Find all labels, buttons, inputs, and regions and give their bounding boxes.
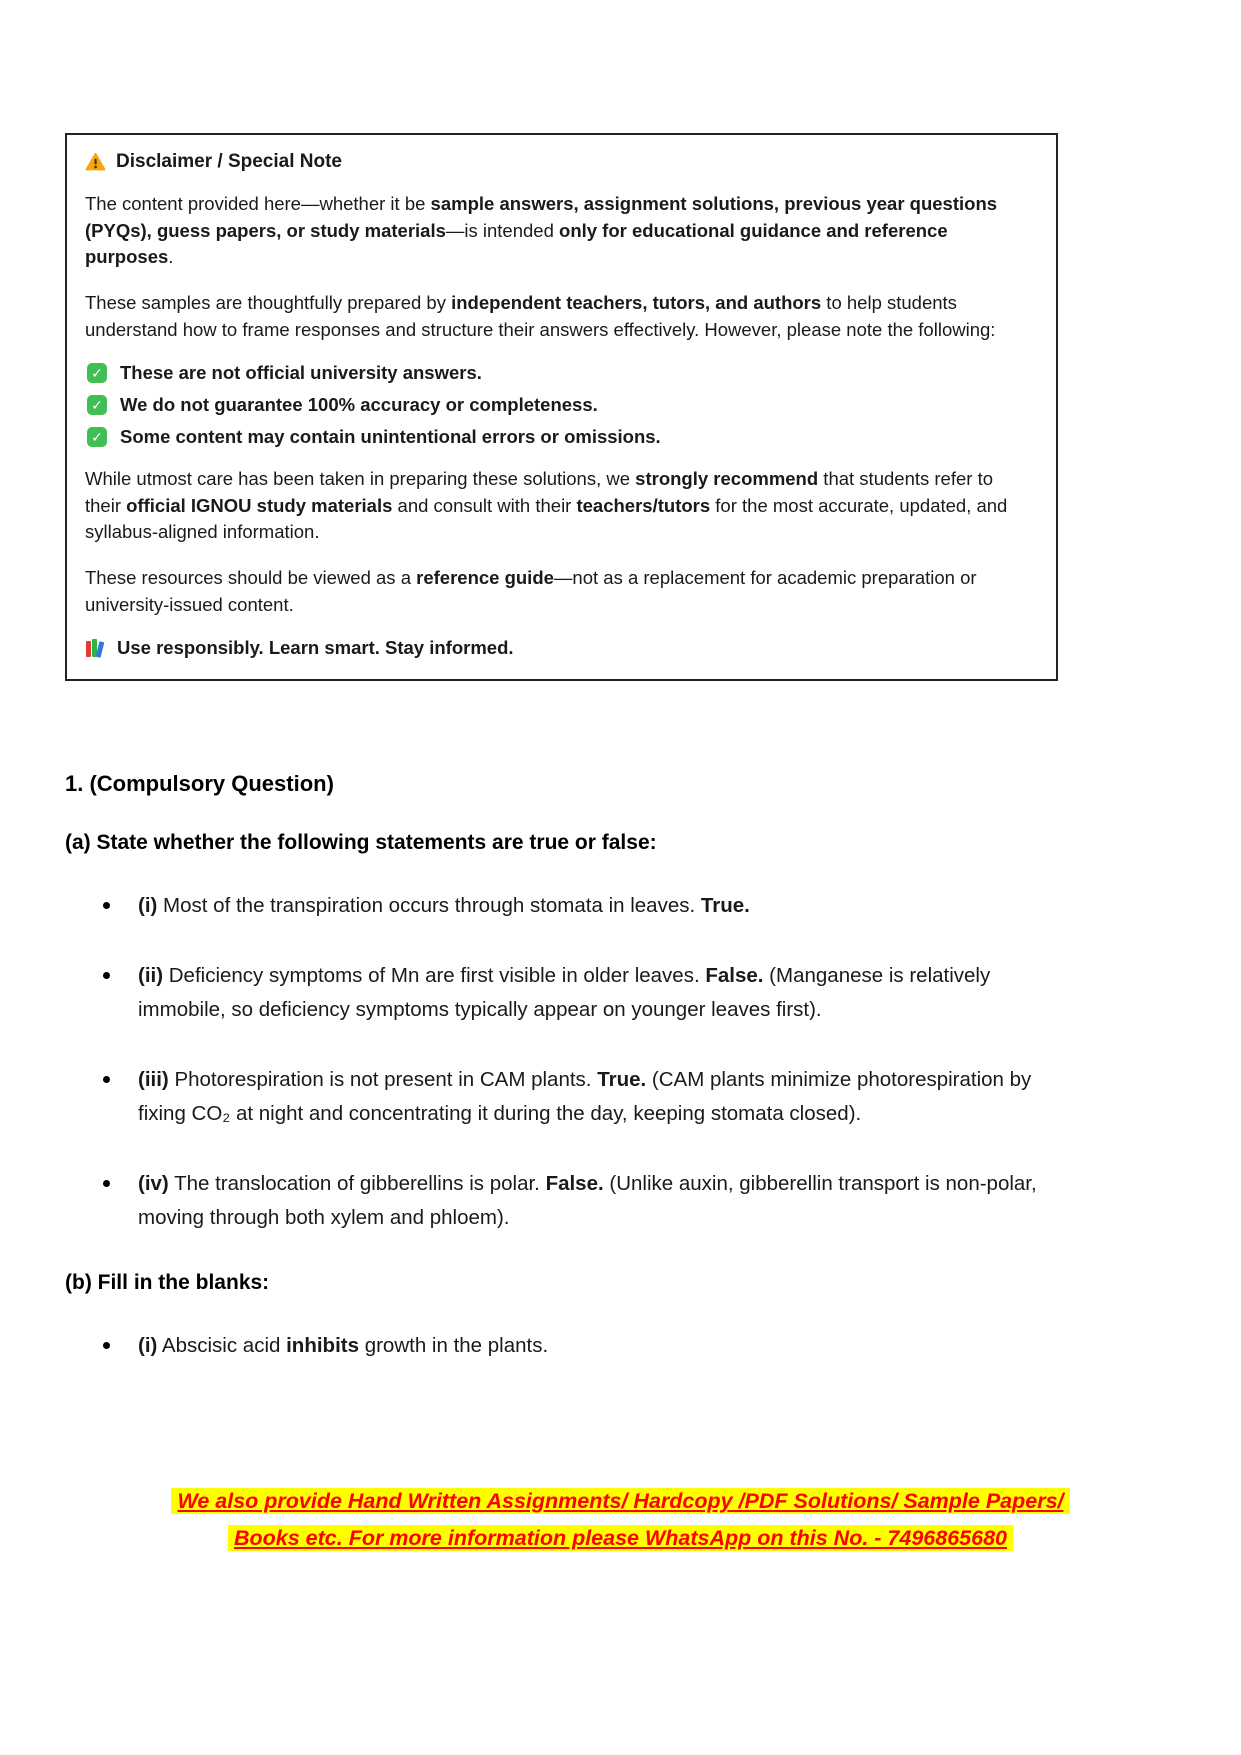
green-check-icon: ✓ bbox=[87, 395, 107, 415]
green-check-icon: ✓ bbox=[87, 363, 107, 383]
checklist-item bbox=[87, 394, 1032, 416]
part-a-list bbox=[65, 889, 1176, 1235]
checklist-item-label: We do not guarantee 100% accuracy or completeness. bbox=[120, 394, 598, 416]
checklist-item-label: These are not official university answers. bbox=[120, 362, 482, 384]
disclaimer-checklist bbox=[87, 362, 1032, 448]
part-a-heading: (a) State whether the following statements are true or false: bbox=[65, 831, 657, 855]
promo-line bbox=[0, 1520, 1241, 1557]
promo-line-text: Books etc. For more information please WhatsApp on this No. - 7496865680 bbox=[228, 1525, 1013, 1551]
books-icon bbox=[85, 638, 107, 658]
promo-line bbox=[0, 1483, 1241, 1520]
list-item bbox=[65, 889, 1176, 923]
list-item bbox=[65, 1329, 1176, 1363]
blank-i: (i) Abscisic acid inhibits growth in the plants. bbox=[138, 1334, 549, 1358]
disclaimer-paragraph-3: While utmost care has been taken in preparing these solutions, we strongly recommend that students refer to their official IGNOU study materials and consult with their teachers/tutors for the most accurate, updated, and syllabus-aligned information. bbox=[85, 468, 1008, 543]
disclaimer-footer-text: Use responsibly. Learn smart. Stay informed. bbox=[117, 637, 514, 659]
list-item bbox=[65, 959, 1176, 1027]
statement-i: (i) Most of the transpiration occurs through stomata in leaves. True. bbox=[138, 894, 750, 918]
checklist-item bbox=[87, 426, 1032, 448]
statement-iv: (iv) The translocation of gibberellins is polar. False. (Unlike auxin, gibberellin transport is non-polar, moving through both xylem and phloem). bbox=[138, 1172, 1037, 1230]
statement-ii: (ii) Deficiency symptoms of Mn are first visible in older leaves. False. (Manganese is relatively immobile, so deficiency symptoms typically appear on younger leaves first). bbox=[138, 964, 991, 1022]
disclaimer-paragraph-4: These resources should be viewed as a reference guide—not as a replacement for academic preparation or university-issued content. bbox=[85, 567, 977, 615]
list-item bbox=[65, 1167, 1176, 1235]
part-b-heading: (b) Fill in the blanks: bbox=[65, 1271, 270, 1295]
disclaimer-paragraph-1: The content provided here—whether it be sample answers, assignment solutions, previous year questions (PYQs), guess papers, or study materials—is intended only for educational guidance and reference purposes. bbox=[85, 193, 998, 268]
statement-iii: (iii) Photorespiration is not present in CAM plants. True. (CAM plants minimize photorespiration by fixing CO₂ at night and concentrating it during the day, keeping stomata closed). bbox=[138, 1068, 1032, 1126]
disclaimer-box bbox=[65, 133, 1058, 681]
bullet-icon bbox=[103, 1180, 110, 1187]
bullet-icon bbox=[103, 902, 110, 909]
bullet-icon bbox=[103, 972, 110, 979]
promo-line-text: We also provide Hand Written Assignments/ Hardcopy /PDF Solutions/ Sample Papers/ bbox=[171, 1488, 1069, 1514]
disclaimer-footer bbox=[85, 637, 1032, 659]
warning-icon bbox=[85, 152, 106, 172]
part-b-list bbox=[65, 1329, 1176, 1363]
question-heading: 1. (Compulsory Question) bbox=[65, 771, 334, 797]
checklist-item bbox=[87, 362, 1032, 384]
bullet-icon bbox=[103, 1342, 110, 1349]
checklist-item-label: Some content may contain unintentional errors or omissions. bbox=[120, 426, 661, 448]
promo-banner bbox=[0, 1483, 1241, 1557]
list-item bbox=[65, 1063, 1176, 1131]
disclaimer-header bbox=[85, 151, 1032, 173]
disclaimer-title: Disclaimer / Special Note bbox=[116, 151, 342, 172]
green-check-icon: ✓ bbox=[87, 427, 107, 447]
bullet-icon bbox=[103, 1076, 110, 1083]
disclaimer-paragraph-2: These samples are thoughtfully prepared by independent teachers, tutors, and authors to help students understand how to frame responses and structure their answers effectively. However, please note the following: bbox=[85, 291, 996, 340]
